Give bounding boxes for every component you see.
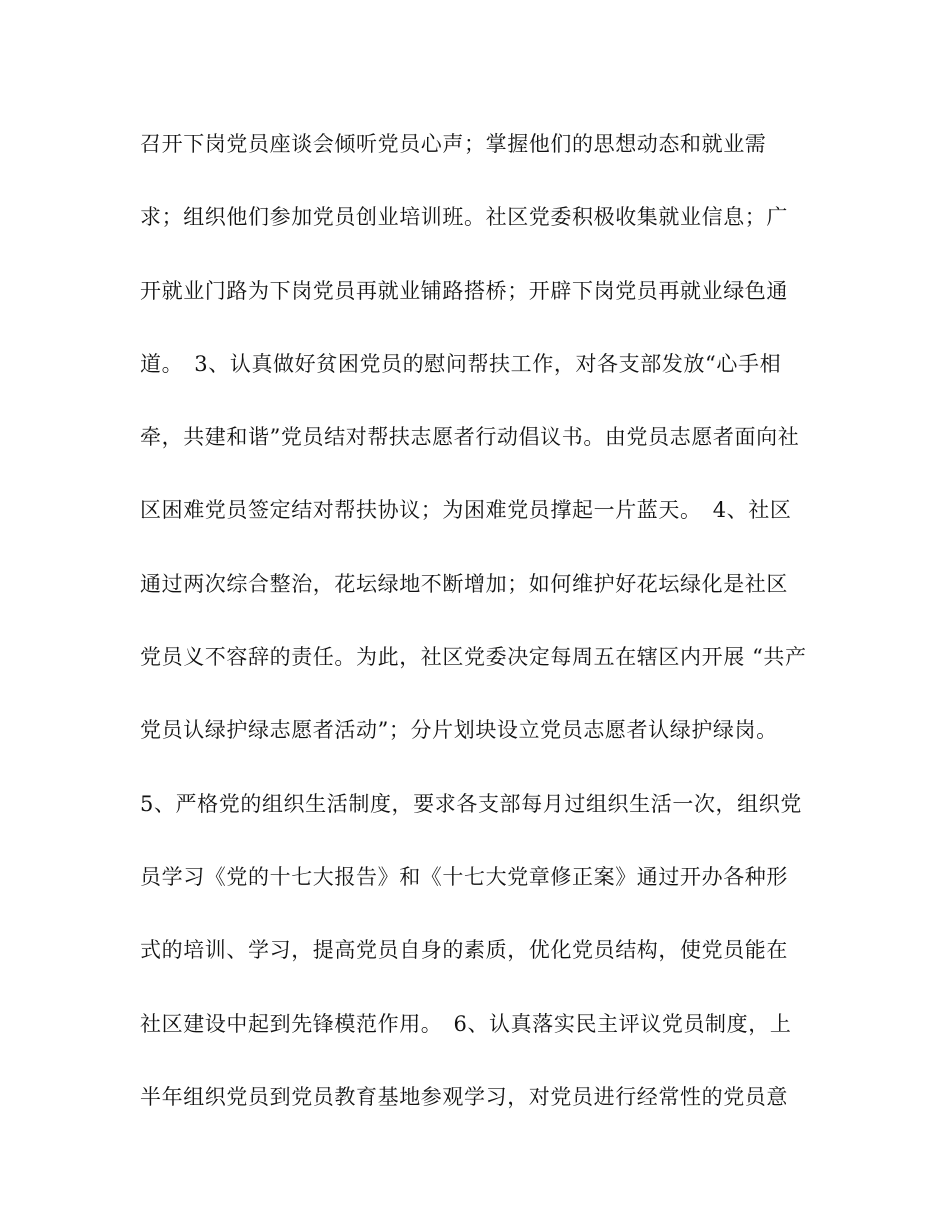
text-line-3: 开就业门路为下岗党员再就业铺路搭桥；开辟下岗党员再就业绿色通: [140, 278, 788, 303]
text-line-2: 求；组织他们参加党员创业培训班。社区党委积极收集就业信息；广: [140, 205, 788, 230]
body-text: [140, 124, 820, 1150]
text-line-13: 社区建设中起到先锋模范作用。 6、认真落实民主评议党员制度，上: [140, 1011, 792, 1036]
text-line-4: 道。 3、认真做好贫困党员的慰问帮扶工作，对各支部发放“心手相: [140, 351, 782, 376]
text-line-7: 通过两次综合整治，花坛绿地不断增加；如何维护好花坛绿化是社区: [140, 571, 788, 596]
text-line-10: 5、严格党的组织生活制度，要求各支部每月过组织生活一次，组织党: [140, 791, 802, 816]
text-line-11: 员学习《党的十七大报告》和《十七大党章修正案》通过开办各种形: [140, 864, 788, 889]
text-line-14: 半年组织党员到党员教育基地参观学习，对党员进行经常性的党员意: [140, 1084, 788, 1109]
text-line-6: 区困难党员签定结对帮扶协议；为困难党员撑起一片蓝天。 4、社区: [140, 498, 792, 523]
text-line-9: 党员认绿护绿志愿者活动”；分片划块设立党员志愿者认绿护绿岗。: [140, 718, 778, 743]
text-line-8: 党员义不容辞的责任。为此，社区党委决定每周五在辖区内开展 “共产: [140, 645, 807, 670]
text-line-12: 式的培训、学习，提高党员自身的素质，优化党员结构，使党员能在: [140, 938, 788, 963]
text-line-1: 召开下岗党员座谈会倾听党员心声；掌握他们的思想动态和就业需: [140, 132, 767, 156]
text-line-5: 牵，共建和谐”党员结对帮扶志愿者行动倡议书。由党员志愿者面向社: [140, 425, 800, 450]
